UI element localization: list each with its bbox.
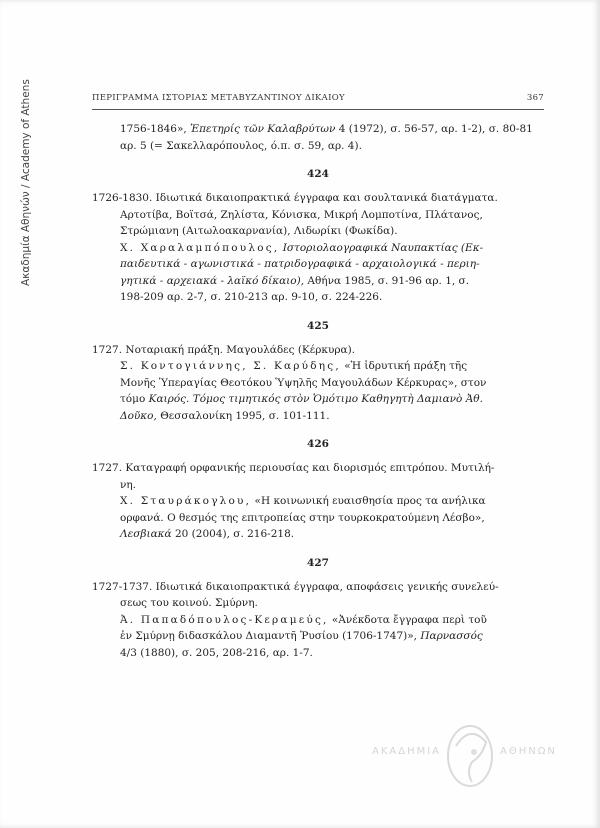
running-head-title: ΠΕΡΙΓΡΑΜΜΑ ΙΣΤΟΡΙΑΣ ΜΕΤΑΒΥΖΑΝΤΙΝΟΥ ΔΙΚΑΙΟΥ (92, 93, 345, 103)
entry-reference: Χ. Χαραλαμπόπουλος, Ιστοριολαογραφικά Ναυπακτίας (Εκ- (120, 241, 484, 254)
entry-426: 1727. Καταγραφή ορφανικής περιουσίας και διορισμός επιτρόπου. Μυτιλή- νη. Χ. Σταυράκογλου, «Η κοινωνική ευαισθησία προς τα ανήλικα ορφανά. Ο θεσμός της επιτροπείας στην τουρκοκρατούμενη Λέσβο», Λεσβιακά 20 (2004), σ. 216-218. (92, 460, 544, 543)
entry-425: 1727. Νοταριακή πράξη. Μαγουλάδες (Κέρκυρα). Σ. Κοντογιάννης, Σ. Καρύδης, «Ἡ ἱδρυτική πράξη τῆς Μονῆς Ὑπεραγίας Θεοτόκου Ὑψηλῆς Μαγουλάδων Κέρκυρας», στον τόμο Καιρός. Τόμος τιμητικός στὸν Ὁμότιμο Καθηγητὴ Δαμιανὸ Ἀθ. Δοῦκο, Θεσσαλονίκη 1995, σ. 101-111. (92, 342, 544, 425)
athena-head-icon (442, 716, 498, 792)
academy-logo-watermark: ΑΚΑΔΗΜΙΑ ΑΘΗΝΩΝ (372, 716, 562, 796)
entry-head: 1726-1830. Ιδιωτικά δικαιοπρακτικά έγγραφα και σουλτανικά διατάγματα. (92, 192, 498, 204)
entry-number: 426 (307, 438, 329, 450)
page-content (92, 121, 544, 661)
entry-reference: Χ. Σταυράκογλου, «Η κοινωνική ευαισθησία προς τα ανήλικα (120, 495, 486, 507)
entry-number: 427 (307, 556, 329, 569)
entry-reference: Σ. Κοντογιάννης, Σ. Καρύδης, «Ἡ ἱδρυτική πράξη τῆς (120, 360, 468, 372)
page-number: 367 (526, 93, 544, 103)
running-head (92, 93, 544, 107)
entry-number: 425 (307, 319, 329, 332)
header-rule (92, 109, 544, 110)
entry-head: 1727. Νοταριακή πράξη. Μαγουλάδες (Κέρκυρα). (92, 343, 356, 356)
entry-427: 1727-1737. Ιδιωτικά δικαιοπρακτικά έγγραφα, αποφάσεις γενικής συνελεύ- σεως του κοινού. Σμύρνη. Ἀ. Παπαδόπουλος-Κεραμεύς, «Ἀνέκδοτα ἔγγραφα περὶ τοῦ ἐν Σμύρνῃ διδασκάλου Διαμαντῆ Ῥυσίου (1706-1747)», Παρνασσός 4/3 (1880), σ. 205, 208-216, αρ. 1-7. (92, 579, 544, 662)
side-watermark: Ακαδημία Αθηνών / Academy of Athens (20, 79, 32, 286)
entry-head: 1727. Καταγραφή ορφανικής περιουσίας και διορισμός επιτρόπου. Μυτιλή- (92, 462, 495, 474)
entry-head: 1727-1737. Ιδιωτικά δικαιοπρακτικά έγγραφα, αποφάσεις γενικής συνελεύ- (92, 580, 499, 593)
entry-424: 1726-1830. Ιδιωτικά δικαιοπρακτικά έγγραφα και σουλτανικά διατάγματα. Αρτοτίβα, Βοϊτσά, Ζηλίστα, Κόνισκα, Μικρή Λομποτίνα, Πλάτανος, Στρώμιανη (Αιτωλοακαρνανία), Λιδωρίκι (Φωκίδα). Χ. Χαραλαμπόπουλος, Ιστοριολαογραφικά Ναυπακτίας (Εκ- παιδευτικά - αγωνιστικά - πατριδογραφικά - αρχαιολογικά - περιη- γητικά - αρχειακά - λαϊκό δίκαιο), Αθήνα 1985, σ. 91-96 αρ. 1, σ. 198-209 αρ. 2-7, σ. 210-213 αρ. 9-10, σ. 224-226. (92, 190, 544, 306)
entry-reference: Ἀ. Παπαδόπουλος-Κεραμεύς, «Ἀνέκδοτα ἔγγραφα περὶ τοῦ (120, 613, 487, 626)
continuation-text: 1756-1846», Ἐπετηρίς τῶν Καλαβρύτων 4 (1972), σ. 56-57, αρ. 1-2), σ. 80-81 αρ. 5 (= Σακελλαρόπουλος, ό.π. σ. 59, αρ. 4). (120, 123, 533, 152)
entry-number: 424 (307, 168, 329, 180)
